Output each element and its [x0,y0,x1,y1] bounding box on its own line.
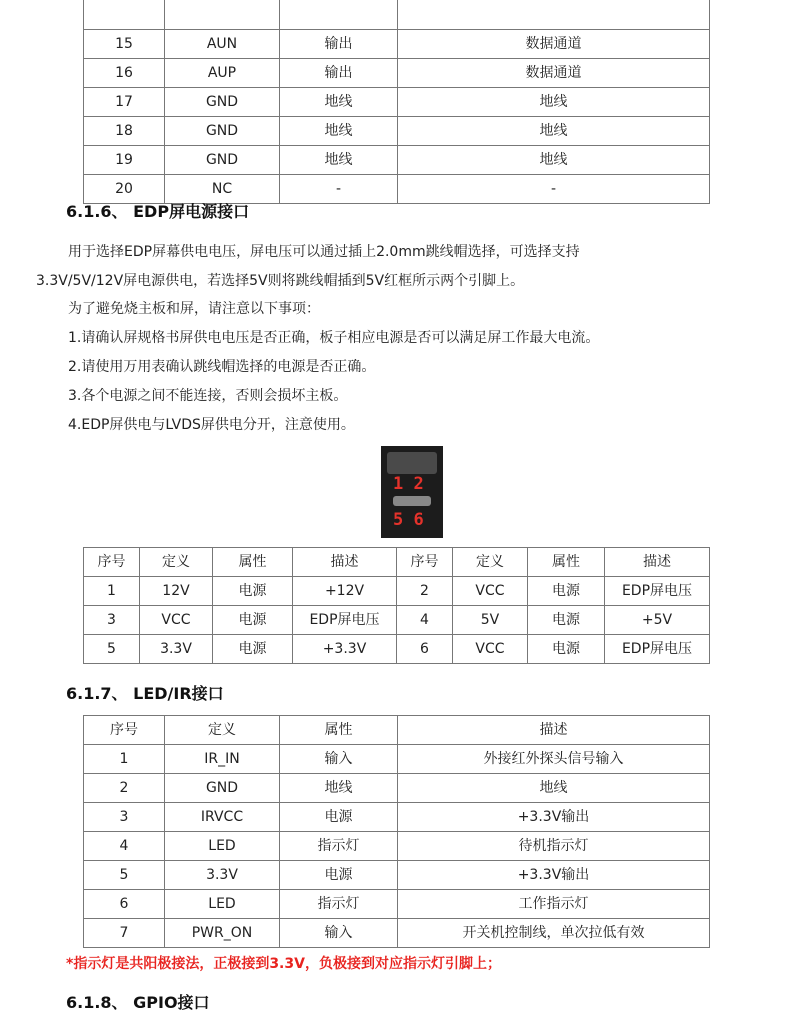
table-row [84,890,710,919]
table-cell: 5 [84,635,140,664]
table-cell: 电源 [213,606,293,635]
header-cell: 序号 [397,548,453,577]
table-row [84,606,710,635]
cell-no: 18 [84,117,165,146]
header-cell: 属性 [528,548,605,577]
table-cell: 外接红外探头信号输入 [398,745,710,774]
table-cell: PWR_ON [165,919,280,948]
cell-def: GND [165,88,280,117]
header-cell: 属性 [280,716,398,745]
header-cell: 描述 [605,548,710,577]
edp-caution-item: 2.请使用万用表确认跳线帽选择的电源是否正确。 [68,359,376,375]
edp-caution-item: 4.EDP屏供电与LVDS屏供电分开，注意使用。 [68,417,355,433]
table-cell: 电源 [213,577,293,606]
table-row [84,577,710,606]
header-cell: 定义 [140,548,213,577]
cell-desc: 地线 [398,146,710,175]
led-note: *指示灯是共阳极接法，正极接到3.3V，负极接到对应指示灯引脚上； [66,956,501,972]
table-cell: 电源 [213,635,293,664]
cell-attr: 输出 [280,59,398,88]
table-header-row [84,716,710,745]
table-row [84,861,710,890]
cell-def: GND [165,117,280,146]
table-row [84,146,710,175]
table-cell: 3 [84,803,165,832]
cell-no: 19 [84,146,165,175]
section-heading-led: 6.1.7、 LED/IR接口 [66,684,224,703]
header-cell: 属性 [213,548,293,577]
pin-label-top: 1 2 [393,474,424,494]
table-cell: 地线 [398,774,710,803]
table-row [84,30,710,59]
cell-no: 16 [84,59,165,88]
pin-label-bottom: 5 6 [393,510,424,530]
table-cell: 工作指示灯 [398,890,710,919]
cell-attr: - [280,175,398,204]
table-cell: 12V [140,577,213,606]
table-cell: 地线 [280,774,398,803]
table-cell: 输入 [280,919,398,948]
table-row [84,832,710,861]
header-cell: 描述 [398,716,710,745]
cell-desc: 数据通道 [398,59,710,88]
cell-attr: 地线 [280,117,398,146]
cell-def: AUN [165,30,280,59]
header-cell: 序号 [84,716,165,745]
table-cell: 2 [397,577,453,606]
table-header-row [84,548,710,577]
table-row [84,635,710,664]
jumper-connector-image [381,446,443,538]
table-cell: GND [165,774,280,803]
cell-no: 17 [84,88,165,117]
table-row [84,0,710,30]
table-row [84,774,710,803]
table-cell: 2 [84,774,165,803]
table-cell: 1 [84,577,140,606]
table-cell: +5V [605,606,710,635]
table-row [84,919,710,948]
table-cell: VCC [453,577,528,606]
table-cell: 电源 [528,635,605,664]
table-cell: 7 [84,919,165,948]
table-cell: +3.3V输出 [398,861,710,890]
table-cell: +12V [293,577,397,606]
table-cell: 开关机控制线，单次拉低有效 [398,919,710,948]
cell-no: 15 [84,30,165,59]
table-cell: VCC [140,606,213,635]
table-row [84,88,710,117]
led-ir-table [83,715,710,948]
section-heading-edp: 6.1.6、 EDP屏电源接口 [66,202,250,221]
edp-power-table [83,547,710,664]
table-row [84,803,710,832]
table-cell: +3.3V [293,635,397,664]
cell-desc: 数据通道 [398,30,710,59]
header-cell: 定义 [165,716,280,745]
table-cell: 电源 [528,606,605,635]
top-pin-table [83,0,710,204]
cell-attr: 地线 [280,146,398,175]
jumper-cap-icon [393,496,431,506]
table-cell: EDP屏电压 [605,577,710,606]
edp-caution-intro: 为了避免烧主板和屏，请注意以下事项： [68,301,320,317]
table-row [84,745,710,774]
table-cell: 6 [84,890,165,919]
cell-def: AUP [165,59,280,88]
cell-desc: - [398,175,710,204]
table-cell: 3.3V [140,635,213,664]
connector-slot [387,452,437,474]
table-cell: 4 [397,606,453,635]
table-cell: 5V [453,606,528,635]
table-cell: 电源 [280,803,398,832]
table-cell: 输入 [280,745,398,774]
table-cell: 6 [397,635,453,664]
section-heading-gpio: 6.1.8、 GPIO接口 [66,993,210,1012]
table-cell: 待机指示灯 [398,832,710,861]
cell-attr: 地线 [280,88,398,117]
table-cell: LED [165,890,280,919]
table-cell: 指示灯 [280,832,398,861]
table-cell: +3.3V输出 [398,803,710,832]
table-cell: IRVCC [165,803,280,832]
table-cell: EDP屏电压 [293,606,397,635]
table-cell: 5 [84,861,165,890]
header-cell: 描述 [293,548,397,577]
cell-no: 20 [84,175,165,204]
header-cell: 序号 [84,548,140,577]
table-cell: 4 [84,832,165,861]
table-cell: 电源 [528,577,605,606]
cell-def: GND [165,146,280,175]
table-cell: 1 [84,745,165,774]
edp-caution-item: 1.请确认屏规格书屏供电电压是否正确，板子相应电源是否可以满足屏工作最大电流。 [68,330,600,346]
cell-def: NC [165,175,280,204]
table-row [84,117,710,146]
edp-para-line1: 用于选择EDP屏幕供电电压，屏电压可以通过插上2.0mm跳线帽选择，可选择支持 [68,244,580,260]
table-cell: EDP屏电压 [605,635,710,664]
cell-desc: 地线 [398,117,710,146]
edp-caution-item: 3.各个电源之间不能连接，否则会损坏主板。 [68,388,348,404]
cell-desc: 地线 [398,88,710,117]
table-cell: 3 [84,606,140,635]
table-cell: IR_IN [165,745,280,774]
table-cell: LED [165,832,280,861]
header-cell: 定义 [453,548,528,577]
cell-attr: 输出 [280,30,398,59]
table-cell: 电源 [280,861,398,890]
table-cell: 指示灯 [280,890,398,919]
table-row [84,59,710,88]
edp-para-line2: 3.3V/5V/12V屏电源供电，若选择5V则将跳线帽插到5V红框所示两个引脚上。 [36,273,525,289]
table-cell: 3.3V [165,861,280,890]
table-cell: VCC [453,635,528,664]
